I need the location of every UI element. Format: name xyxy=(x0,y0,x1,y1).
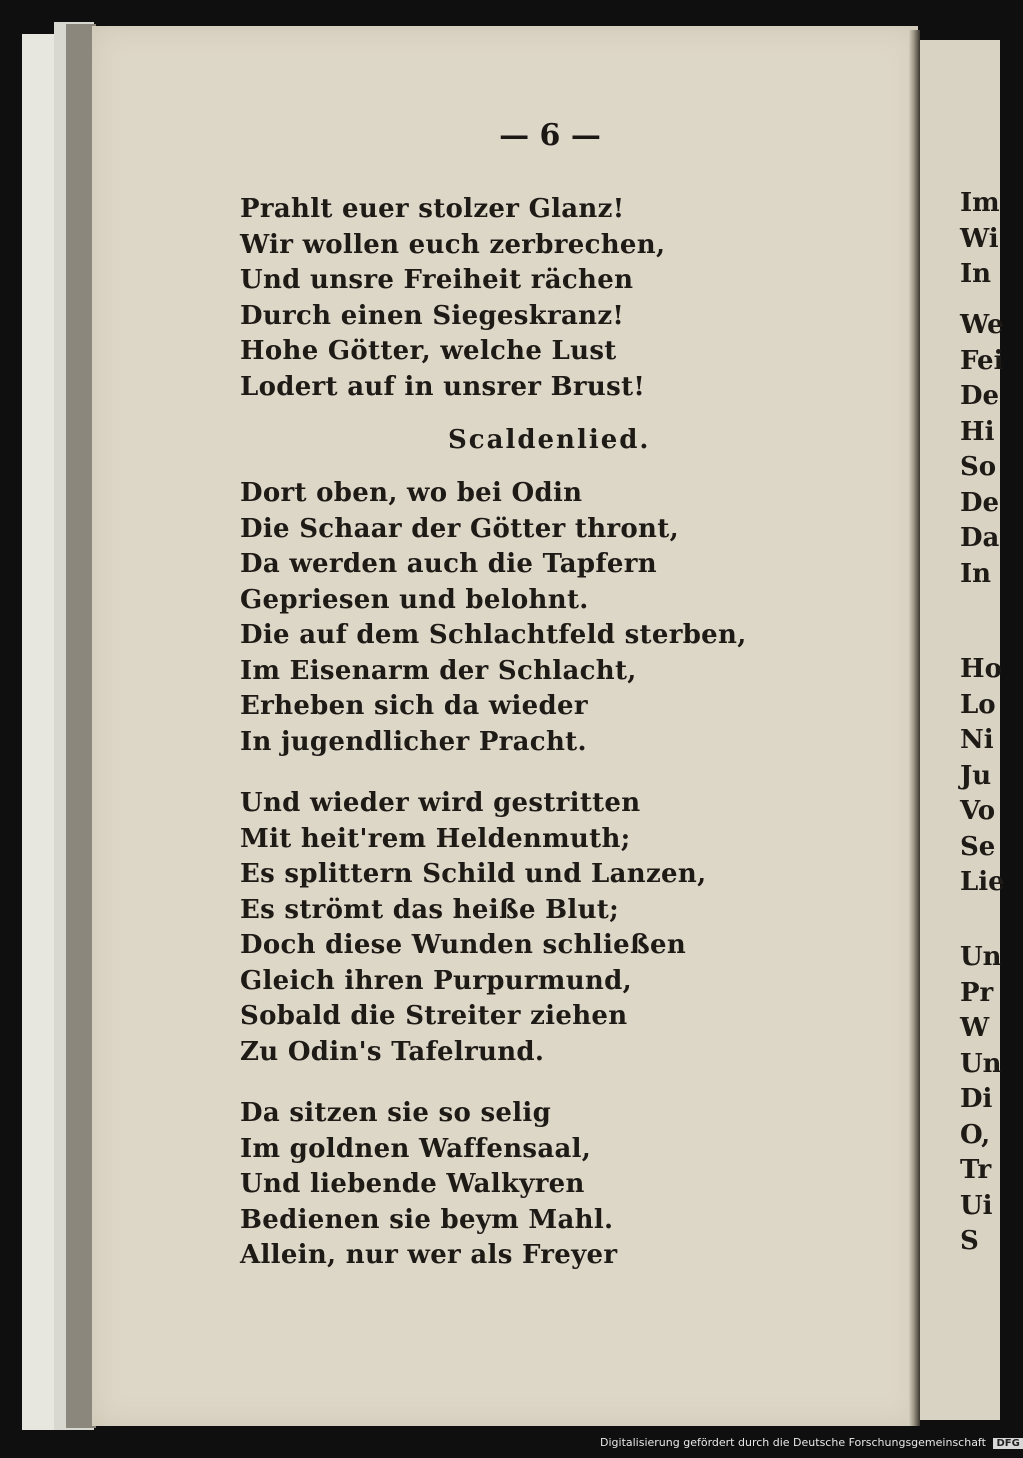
verse-line: Allein, nur wer als Freyer xyxy=(240,1240,618,1270)
right-page-line: Da xyxy=(960,523,1000,553)
right-page-line: Lie xyxy=(960,867,1005,897)
right-page-fragment xyxy=(960,940,1002,1260)
section-title: Scaldenlied. xyxy=(448,425,651,455)
verse-line: Gleich ihren Purpurmund, xyxy=(240,965,632,996)
right-page-line: In xyxy=(960,259,992,289)
right-page-line: So xyxy=(960,452,997,482)
right-page-line: Tr xyxy=(960,1155,992,1185)
verse-line: Die Schaar der Götter thront, xyxy=(240,513,679,544)
right-page-line: Im xyxy=(960,188,1000,218)
right-page-line: De xyxy=(960,487,1000,518)
verse-line: In jugendlicher Pracht. xyxy=(240,726,587,757)
right-page-fragment xyxy=(960,308,1004,592)
verse-line: Mit heit'rem Heldenmuth; xyxy=(240,823,631,854)
verse-line: Durch einen Siegeskranz! xyxy=(240,300,625,331)
right-page-line: Hi xyxy=(960,416,995,447)
credit-text: Digitalisierung gefördert durch die Deutsche Forschungsgemeinschaft xyxy=(600,1436,986,1449)
right-page-line: Vo xyxy=(960,796,996,826)
digitization-credit xyxy=(600,1436,1020,1456)
right-page-line: Wi xyxy=(960,223,999,254)
right-page-line: In xyxy=(960,558,992,589)
right-page-line: We xyxy=(960,310,1004,340)
stanza-4 xyxy=(240,1096,720,1274)
stanza-2 xyxy=(240,476,747,760)
book-gutter xyxy=(908,30,920,1426)
verse-line: Zu Odin's Tafelrund. xyxy=(240,1036,545,1067)
stanza-1 xyxy=(240,192,720,405)
verse-line: Und unsre Freiheit rächen xyxy=(240,265,634,295)
right-page-line: Se xyxy=(960,831,996,862)
verse-line: Es splittern Schild und Lanzen, xyxy=(240,859,707,889)
verse-line: Und liebende Walkyren xyxy=(240,1169,585,1199)
right-page-fragment xyxy=(960,186,1000,293)
verse-line: Hohe Götter, welche Lust xyxy=(240,336,617,366)
verse-line: Lodert auf in unsrer Brust! xyxy=(240,371,646,402)
page-number: — 6 — xyxy=(499,118,601,153)
verse-line: Prahlt euer stolzer Glanz! xyxy=(240,194,625,224)
right-page-line: Ni xyxy=(960,725,994,755)
verse-line: Und wieder wird gestritten xyxy=(240,788,641,818)
right-page-line: Lo xyxy=(960,689,996,720)
verse-line: Doch diese Wunden schließen xyxy=(240,930,687,960)
verse-line: Die auf dem Schlachtfeld sterben, xyxy=(240,620,747,650)
right-page-line: De xyxy=(960,381,1000,411)
verse-line: Da sitzen sie so selig xyxy=(240,1098,552,1128)
right-page-line: Ui xyxy=(960,1190,993,1221)
verse-line: Sobald die Streiter ziehen xyxy=(240,1001,628,1031)
verse-line: Da werden auch die Tapfern xyxy=(240,549,657,579)
verse-line: Wir wollen euch zerbrechen, xyxy=(240,229,666,260)
verse-line: Gepriesen und belohnt. xyxy=(240,584,589,615)
verse-line: Im Eisenarm der Schlacht, xyxy=(240,655,637,686)
right-page-line: Di xyxy=(960,1084,993,1114)
right-page-line: O, xyxy=(960,1119,991,1150)
verse-line: Dort oben, wo bei Odin xyxy=(240,478,583,508)
right-page-line: Un xyxy=(960,1048,1002,1079)
right-page-line: S xyxy=(960,1226,979,1256)
right-page-line: Ho xyxy=(960,654,1002,684)
stanza-3 xyxy=(240,786,720,1070)
verse-line: Im goldnen Waffensaal, xyxy=(240,1133,592,1164)
right-page-line: W xyxy=(960,1013,990,1043)
dfg-logo: DFG xyxy=(993,1438,1022,1449)
right-page-line: Ju xyxy=(960,760,992,791)
right-page-line: Pr xyxy=(960,977,994,1008)
right-page-line: Un xyxy=(960,942,1002,972)
verse-line: Es strömt das heiße Blut; xyxy=(240,894,620,925)
right-page-line: Fei xyxy=(960,345,1004,376)
verse-line: Erheben sich da wieder xyxy=(240,691,588,721)
right-page-fragment xyxy=(960,652,1005,901)
verse-line: Bedienen sie beym Mahl. xyxy=(240,1204,614,1235)
